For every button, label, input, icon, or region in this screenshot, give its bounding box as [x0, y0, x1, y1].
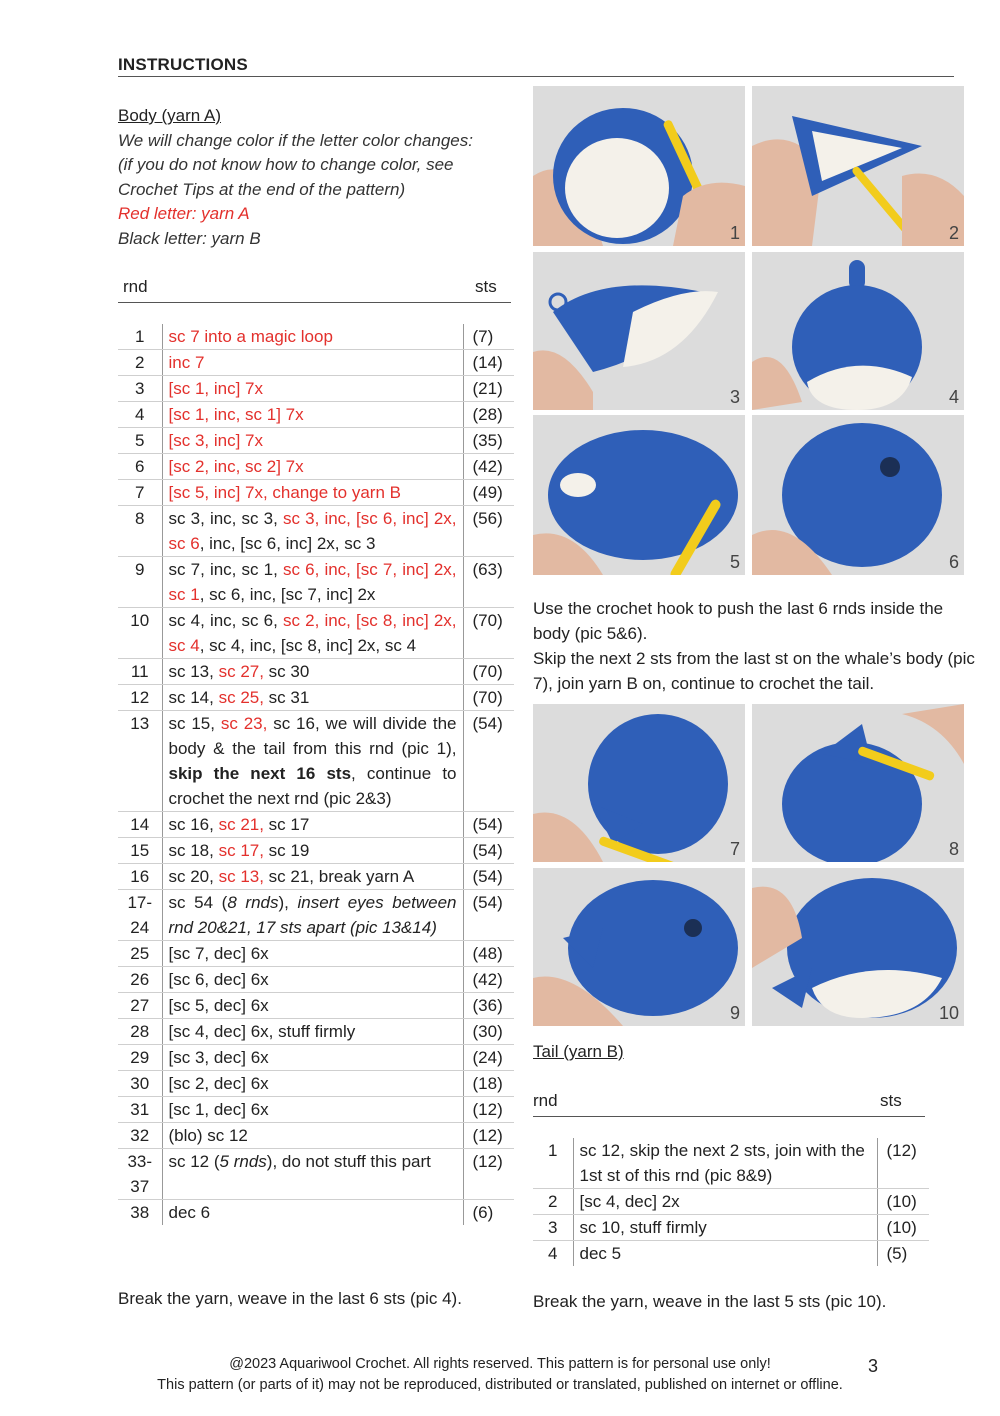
sts-cell: (54)	[463, 838, 514, 864]
instr-cell: (blo) sc 12	[162, 1123, 463, 1149]
table-row	[118, 941, 514, 967]
photo-number: 6	[948, 552, 959, 572]
rnd-cell: 4	[548, 1244, 558, 1263]
body-after-text: Break the yarn, weave in the last 6 sts (pic 4).	[118, 1289, 462, 1308]
rnd-line: 37	[130, 1177, 150, 1196]
instr-cell	[162, 1149, 463, 1200]
instr-cell	[162, 685, 463, 711]
mid-text-1: Use the crochet hook to push the last 6 rnds inside the body (pic 5&6).	[533, 599, 944, 643]
instr-text-red: sc 23,	[220, 714, 268, 733]
instr-text: , sc 4, inc, [sc 8, inc] 2x, sc 4	[199, 636, 417, 655]
instr-text: , inc, [sc 6, inc] 2x, sc 3	[199, 534, 376, 553]
rnd-cell: 11	[118, 659, 162, 685]
rnd-cell: 1	[118, 324, 162, 350]
sts-cell: (70)	[463, 685, 514, 711]
tail-pattern-table	[533, 1138, 929, 1266]
photo-8	[752, 704, 964, 862]
rnd-line: 33-	[127, 1152, 153, 1171]
instr-text: sc 4, inc, sc 6,	[168, 611, 283, 630]
photo-10-illustration	[752, 868, 964, 1026]
rnd-cell: 26	[118, 967, 162, 993]
instr-text: sc 7, inc, sc 1,	[168, 560, 283, 579]
photo-number: 1	[729, 223, 740, 243]
mid-text	[533, 596, 983, 696]
instr-text-red: sc 17,	[218, 841, 264, 860]
instr-cell	[162, 864, 463, 890]
photo-2-illustration	[752, 86, 964, 246]
photo-number: 5	[729, 552, 740, 572]
instr-text: sc 7 into a magic loop	[168, 327, 333, 346]
photo-4-illustration	[752, 252, 964, 410]
sts-cell: (36)	[463, 993, 514, 1019]
instr-text: sc 54 (	[168, 893, 228, 912]
table-row	[533, 1138, 929, 1189]
instr-text: sc 14,	[168, 688, 219, 707]
rnd-cell: 4	[118, 402, 162, 428]
mid-text-2: Skip the next 2 sts from the last st on the whale’s body (pic 7), join yarn B on, continue to crochet the tail.	[533, 649, 975, 693]
body-intro	[118, 104, 518, 251]
instr-text-red: sc 13,	[218, 867, 264, 886]
photo-6	[752, 415, 964, 575]
page-number: 3	[868, 1356, 879, 1376]
rnd-cell: 32	[118, 1123, 162, 1149]
rnd-cell: 30	[118, 1071, 162, 1097]
sts-cell: (21)	[463, 376, 514, 402]
instr-cell	[162, 838, 463, 864]
instr-text: [sc 1, inc] 7x	[168, 379, 263, 398]
table-row	[118, 480, 514, 506]
sts-cell: (35)	[463, 428, 514, 454]
sts-cell: (14)	[463, 350, 514, 376]
photo-1-illustration	[533, 86, 745, 246]
instr-text: sc 21, break yarn A	[263, 867, 415, 886]
sts-cell: (42)	[463, 454, 514, 480]
rnd-line: 17-	[127, 893, 153, 912]
sts-cell: (48)	[463, 941, 514, 967]
instr-text: sc 19	[263, 841, 310, 860]
sts-cell: (12)	[463, 1123, 514, 1149]
table-row	[118, 1071, 514, 1097]
table-row	[118, 1123, 514, 1149]
table-row	[118, 608, 514, 659]
sts-cell: (12)	[877, 1138, 929, 1189]
rnd-cell	[118, 1149, 162, 1200]
rnd-cell: 25	[118, 941, 162, 967]
photo-9	[533, 868, 745, 1026]
rnd-cell: 27	[118, 993, 162, 1019]
rnd-cell: 38	[130, 1203, 150, 1222]
photo-2	[752, 86, 964, 246]
legend-red: Red letter: yarn A	[118, 204, 250, 223]
rnd-cell: 15	[118, 838, 162, 864]
sts-cell: (63)	[463, 557, 514, 608]
instr-text: ), do not stuff this part	[266, 1152, 431, 1171]
tail-col-rule	[533, 1116, 925, 1117]
rnd-cell: 29	[118, 1045, 162, 1071]
instr-text: sc 13,	[168, 662, 219, 681]
table-row	[118, 324, 514, 350]
table-row	[118, 376, 514, 402]
instr-text: [sc 1, inc, sc 1] 7x	[168, 405, 304, 424]
photo-3	[533, 252, 745, 410]
body-col-sts: sts	[475, 277, 497, 296]
tail-col-rnd: rnd	[533, 1091, 558, 1110]
table-row	[118, 557, 514, 608]
sts-cell: (6)	[472, 1203, 494, 1222]
rnd-cell: 16	[118, 864, 162, 890]
table-row	[533, 1241, 929, 1267]
rnd-cell: 3	[118, 376, 162, 402]
rnd-cell: 2	[533, 1189, 573, 1215]
rnd-cell: 8	[118, 506, 162, 557]
instr-text-red: sc 3, inc, [sc 6, inc]	[283, 509, 429, 528]
instr-text: sc 30	[263, 662, 310, 681]
intro-line-2: (if you do not know how to change color, see	[118, 155, 454, 174]
photo-6-illustration	[752, 415, 964, 575]
instr-text-red: 2x, sc 6	[168, 509, 457, 553]
rnd-cell: 3	[533, 1215, 573, 1241]
instr-cell	[162, 506, 463, 557]
rnd-cell: 28	[118, 1019, 162, 1045]
page-heading: INSTRUCTIONS	[118, 55, 248, 74]
rnd-cell: 2	[118, 350, 162, 376]
instr-text-red: sc 25,	[218, 688, 264, 707]
instr-cell	[162, 350, 463, 376]
photo-10	[752, 868, 964, 1026]
instr-cell	[162, 890, 463, 941]
photo-5	[533, 415, 745, 575]
footer-line-1: @2023 Aquariwool Crochet. All rights reserved. This pattern is for personal use only!	[229, 1356, 771, 1372]
instr-text: , sc 6, inc, [sc 7, inc] 2x	[199, 585, 376, 604]
photo-number: 10	[938, 1003, 959, 1023]
instr-cell	[162, 557, 463, 608]
instr-cell	[162, 480, 463, 506]
instr-cell	[162, 376, 463, 402]
sts-cell: (7)	[463, 324, 514, 350]
instr-cell: [sc 6, dec] 6x	[162, 967, 463, 993]
footer-line-2: This pattern (or parts of it) may not be reproduced, distributed or translated, published on internet or offline.	[157, 1377, 843, 1393]
photo-1	[533, 86, 745, 246]
sts-cell: (10)	[877, 1215, 929, 1241]
sts-cell: (54)	[463, 711, 514, 812]
instr-cell	[162, 812, 463, 838]
intro-line-3: Crochet Tips at the end of the pattern)	[118, 179, 406, 199]
table-row	[118, 864, 514, 890]
sts-cell: (30)	[463, 1019, 514, 1045]
instr-text-italic: 8 rnds	[227, 893, 279, 912]
tail-col-sts: sts	[880, 1091, 902, 1110]
table-row	[118, 402, 514, 428]
sts-cell: (18)	[463, 1071, 514, 1097]
instr-cell	[162, 402, 463, 428]
rnd-line: 24	[130, 918, 150, 937]
rnd-cell: 13	[118, 711, 162, 812]
intro-line-1: We will change color if the letter color changes:	[118, 130, 473, 150]
instr-text: , continue to crochet the next rnd (pic 2&3)	[168, 764, 457, 808]
rnd-cell: 10	[118, 608, 162, 659]
table-row	[118, 1097, 514, 1123]
sts-cell: (12)	[463, 1097, 514, 1123]
photo-number: 2	[948, 223, 959, 243]
photo-number: 7	[729, 839, 740, 859]
sts-cell: (54)	[463, 812, 514, 838]
body-section-title: Body (yarn A)	[118, 106, 221, 125]
sts-cell: (28)	[463, 402, 514, 428]
instr-text: sc 3, inc, sc 3,	[168, 509, 283, 528]
instr-cell: [sc 7, dec] 6x	[162, 941, 463, 967]
heading-rule	[118, 76, 954, 77]
body-col-rnd: rnd	[123, 277, 148, 296]
instr-cell	[162, 428, 463, 454]
instr-text: [sc 3, inc] 7x	[168, 431, 263, 450]
table-row	[118, 1019, 514, 1045]
instr-text: sc 17	[263, 815, 310, 834]
instr-cell: [sc 5, dec] 6x	[162, 993, 463, 1019]
instr-cell	[162, 324, 463, 350]
tail-section-title: Tail (yarn B)	[533, 1042, 624, 1061]
rnd-cell: 1	[533, 1138, 573, 1189]
rnd-cell: 31	[118, 1097, 162, 1123]
table-row	[118, 350, 514, 376]
table-row	[118, 993, 514, 1019]
instr-text: sc 16, we will divide the body & the tail from this rnd (pic 1),	[168, 714, 457, 758]
table-row	[118, 890, 514, 941]
instr-text: inc 7	[168, 353, 205, 372]
instr-text-red: 2x, sc 4	[168, 611, 457, 655]
table-row	[118, 506, 514, 557]
table-row	[118, 711, 514, 812]
instr-cell: [sc 2, dec] 6x	[162, 1071, 463, 1097]
instr-text: sc 31	[263, 688, 310, 707]
rnd-cell: 6	[118, 454, 162, 480]
sts-cell: (10)	[877, 1189, 929, 1215]
photo-8-illustration	[752, 704, 964, 862]
table-row	[118, 838, 514, 864]
table-row	[118, 659, 514, 685]
rnd-cell: 12	[118, 685, 162, 711]
photo-9-illustration	[533, 868, 745, 1026]
instr-text: [sc 2, inc, sc 2] 7x	[168, 457, 304, 476]
instr-text-bold: skip the next 16 sts	[168, 764, 352, 783]
instr-text: [sc 5, inc] 7x, change to yarn B	[168, 483, 401, 502]
table-row	[118, 967, 514, 993]
sts-cell: (5)	[886, 1244, 908, 1263]
instr-text: sc 20,	[168, 867, 219, 886]
photo-7	[533, 704, 745, 862]
instr-text-italic: 5 rnds	[219, 1152, 267, 1171]
tail-after-text: Break the yarn, weave in the last 5 sts (pic 10).	[533, 1292, 887, 1311]
instr-cell	[162, 659, 463, 685]
table-row	[118, 812, 514, 838]
instr-cell	[162, 608, 463, 659]
rnd-cell	[118, 890, 162, 941]
table-row	[533, 1215, 929, 1241]
instr-cell	[162, 711, 463, 812]
instr-cell: [sc 4, dec] 2x	[573, 1189, 877, 1215]
instr-cell: [sc 1, dec] 6x	[162, 1097, 463, 1123]
instr-text: sc 15,	[168, 714, 221, 733]
photo-3-illustration	[533, 252, 745, 410]
instr-text-red: sc 2, inc, [sc 8, inc]	[283, 611, 429, 630]
sts-cell: (56)	[463, 506, 514, 557]
rnd-cell: 5	[118, 428, 162, 454]
sts-cell: (24)	[463, 1045, 514, 1071]
photo-7-illustration	[533, 704, 745, 862]
sts-cell: (12)	[463, 1149, 514, 1200]
table-row	[118, 685, 514, 711]
table-row	[118, 1200, 514, 1226]
sts-cell: (42)	[463, 967, 514, 993]
instr-cell: [sc 3, dec] 6x	[162, 1045, 463, 1071]
photo-number: 4	[948, 387, 959, 407]
rnd-cell: 7	[118, 480, 162, 506]
instr-text: sc 12 (	[168, 1152, 220, 1171]
instr-text-red: sc 27,	[218, 662, 264, 681]
instr-text: sc 16,	[168, 815, 219, 834]
rnd-cell: 14	[118, 812, 162, 838]
table-row	[533, 1189, 929, 1215]
photo-number: 3	[729, 387, 740, 407]
instr-cell: [sc 4, dec] 6x, stuff firmly	[162, 1019, 463, 1045]
photo-number: 9	[729, 1003, 740, 1023]
sts-cell: (54)	[463, 864, 514, 890]
rnd-cell: 9	[118, 557, 162, 608]
instr-text: ),	[278, 893, 298, 912]
legend-black: Black letter: yarn B	[118, 228, 261, 248]
instr-text-red: 2x, sc 1	[168, 560, 457, 604]
instr-text-red: sc 6, inc, [sc 7, inc]	[283, 560, 429, 579]
photo-5-illustration	[533, 415, 745, 575]
table-row	[118, 1149, 514, 1200]
sts-cell: (70)	[463, 659, 514, 685]
body-pattern-table	[118, 324, 514, 1225]
sts-cell: (54)	[463, 890, 514, 941]
table-row	[118, 428, 514, 454]
instr-text-italic: insert eyes between rnd 20&21, 17 sts apart (pic 13&14)	[168, 893, 457, 937]
body-col-rule	[118, 302, 511, 303]
instr-cell: sc 10, stuff firmly	[573, 1215, 877, 1241]
instr-cell: dec 6	[162, 1200, 463, 1226]
photo-4	[752, 252, 964, 410]
instr-cell: dec 5	[573, 1241, 877, 1267]
table-row	[118, 1045, 514, 1071]
instr-text: sc 18,	[168, 841, 219, 860]
sts-cell: (70)	[463, 608, 514, 659]
table-row	[118, 454, 514, 480]
sts-cell: (49)	[463, 480, 514, 506]
instr-cell	[162, 454, 463, 480]
photo-number: 8	[948, 839, 959, 859]
instr-text-red: sc 21,	[218, 815, 264, 834]
instr-cell: sc 12, skip the next 2 sts, join with the 1st st of this rnd (pic 8&9)	[573, 1138, 877, 1189]
